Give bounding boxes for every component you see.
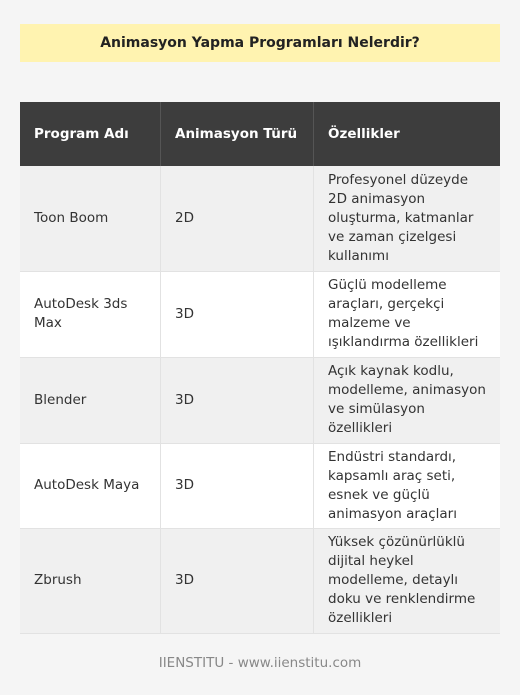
cell-animation-type: 3D [161,271,314,357]
cell-program-name: AutoDesk 3ds Max [20,271,161,357]
header-animation-type: Animasyon Türü [161,102,314,166]
table-row [20,443,500,528]
title-banner [20,24,500,62]
cell-program-name: AutoDesk Maya [20,443,161,528]
table-header-row [20,102,500,166]
page-title: Animasyon Yapma Programları Nelerdir? [100,35,420,51]
table-row [20,528,500,633]
cell-program-name: Zbrush [20,528,161,633]
table-row [20,271,500,357]
cell-program-name: Toon Boom [20,166,161,271]
table-row [20,166,500,271]
cell-program-name: Blender [20,357,161,443]
programs-table [20,102,500,634]
cell-animation-type: 3D [161,357,314,443]
cell-animation-type: 3D [161,528,314,633]
cell-features: Endüstri standardı, kapsamlı araç seti, esnek ve güçlü animasyon araçları [314,443,501,528]
cell-features: Açık kaynak kodlu, modelleme, animasyon ve simülasyon özellikleri [314,357,501,443]
header-features: Özellikler [314,102,501,166]
cell-animation-type: 2D [161,166,314,271]
table-row [20,357,500,443]
cell-features: Yüksek çözünürlüklü dijital heykel modelleme, detaylı doku ve renklendirme özellikleri [314,528,501,633]
header-program-name: Program Adı [20,102,161,166]
cell-animation-type: 3D [161,443,314,528]
cell-features: Güçlü modelleme araçları, gerçekçi malzeme ve ışıklandırma özellikleri [314,271,501,357]
footer-credit: IIENSTITU - www.iienstitu.com [158,655,362,671]
cell-features: Profesyonel düzeyde 2D animasyon oluşturma, katmanlar ve zaman çizelgesi kullanımı [314,166,501,271]
